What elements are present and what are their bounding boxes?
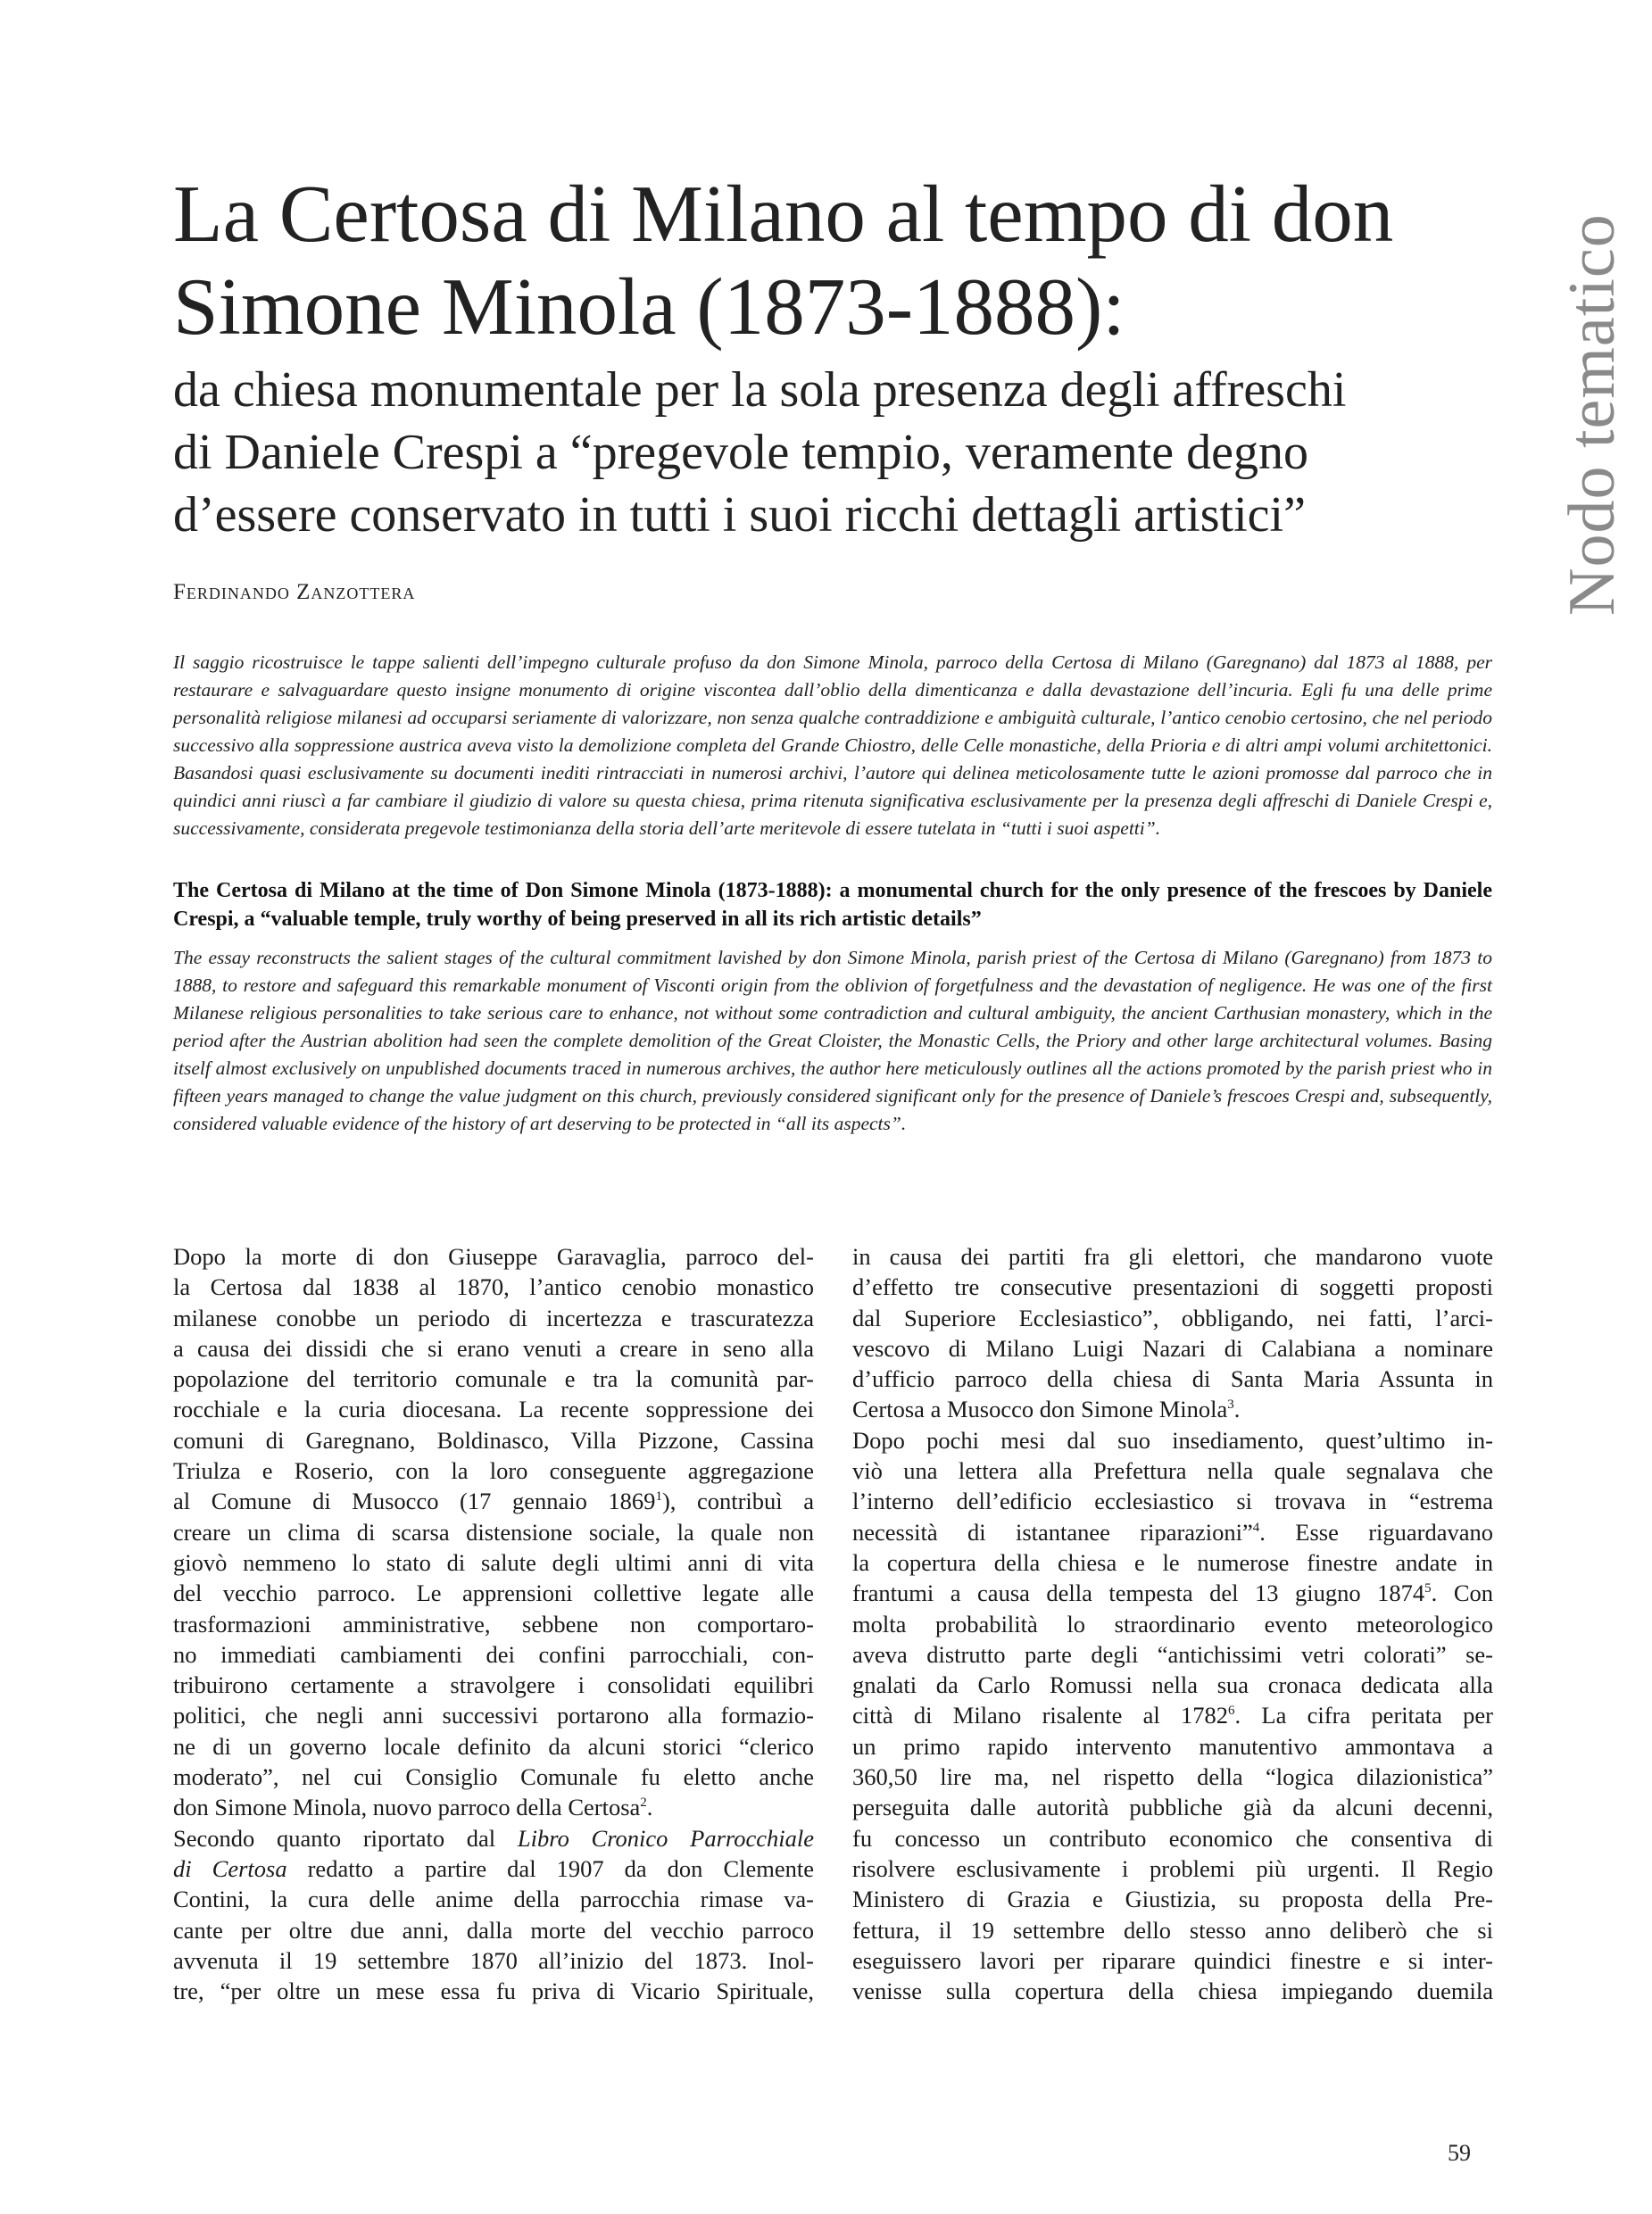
body-line: comuni di Garegnano, Boldinasco, Villa Pizzone, Cassina [173, 1426, 814, 1454]
footnote-ref: 4 [1252, 1520, 1260, 1535]
body-line: Dopo pochi mesi dal suo insediamento, quest’ultimo in- [852, 1426, 1493, 1454]
body-line: popolazione del territorio comunale e tra la comunità par- [173, 1365, 814, 1393]
body-line: risolvere esclusivamente i problemi più urgenti. Il Regio [852, 1854, 1493, 1882]
body-line: don Simone Minola, nuovo parroco della Certosa$^2$. [173, 1794, 653, 1821]
book-title: Libro Cronico Parrocchiale [517, 1824, 814, 1852]
body-line: d’effetto tre consecutive presentazioni di soggetti proposti [852, 1273, 1493, 1301]
body-line: ne di un governo locale definito da alcuni storici “clerico [173, 1732, 814, 1760]
subtitle-line-3: d’essere conservato in tutti i suoi ricchi dettagli artistici” [173, 487, 1306, 543]
title-line-1: La Certosa di Milano al tempo di don [173, 169, 1394, 259]
body-line: Contini, la cura delle anime della parrocchia rimase va- [173, 1886, 814, 1913]
body-line: tre, “per oltre un mese essa fu priva di Vicario Spirituale, [173, 1978, 814, 2005]
body-line: al Comune di Musocco (17 gennaio 1869$^1$), contribuì a [173, 1488, 814, 1515]
body-line: a causa dei dissidi che si erano venuti a creare in seno alla [173, 1334, 814, 1362]
body-line: politici, che negli anni successivi portarono alla formazio- [173, 1702, 814, 1729]
body-line: perseguita dalle autorità pubbliche già da alcuni decenni, [852, 1794, 1493, 1821]
body-line: moderato”, nel cui Consiglio Comunale fu eletto anche [173, 1763, 814, 1791]
article-title [173, 168, 1512, 353]
article-subtitle [173, 359, 1512, 546]
body-line: la Certosa dal 1838 al 1870, l’antico cenobio monastico [173, 1273, 814, 1301]
body-line: l’interno dell’edificio ecclesiastico si trovava in “estrema [852, 1488, 1493, 1515]
footnote-ref: 1 [655, 1489, 662, 1505]
footnote-ref: 2 [640, 1795, 647, 1811]
body-line: del vecchio parroco. Le apprensioni collettive legate alle [173, 1580, 814, 1607]
abstract-italian: Il saggio ricostruisce le tappe salienti dell’impegno culturale profuso da don Simone Minola, parroco della Certosa di Milano (Garegnano) dal 1873 al 1888, per restaurare e salvaguardare questo insigne monumento di origine viscontea dall’oblio della dimenticanza e dalla devastazione dell’incuria. Egli fu una delle prime personalità religiose milanesi ad occuparsi seriamente di valorizzare, non senza qualche contraddizione e ambiguità culturale, l’antico cenobio certosino, che nel periodo successivo alla soppressione austrica aveva visto la demolizione completa del Grande Chiostro, delle Celle monastiche, della Prioria e di altri ampi volumi architettonici. Basandosi quasi esclusivamente su documenti inediti rintracciati in numerosi archivi, l’autore qui delinea meticolosamente tutte le azioni promosse dal parroco che in quindici anni riuscì a far cambiare il giudizio di valore su questa chiesa, prima ritenuta significativa esclusivamente per la presenza degli affreschi di Daniele Crespi e, successivamente, considerata pregevole testimonianza della storia dell’arte meritevole di essere tutelata in “tutti i suoi aspetti”. [173, 651, 1492, 839]
body-line: dal Superiore Ecclesiastico”, obbligando, nei fatti, l’arci- [852, 1304, 1493, 1331]
body-line: milanese conobbe un periodo di incertezza e trascuratezza [173, 1304, 814, 1331]
body-line: avvenuta il 19 settembre 1870 all’inizio del 1873. Inol- [173, 1946, 814, 1974]
body-line: gnalati da Carlo Romussi nella sua cronaca dedicata alla [852, 1671, 1493, 1699]
body-line: Dopo la morte di don Giuseppe Garavaglia, parroco del- [173, 1243, 814, 1270]
body-line: necessità di istantanee riparazioni”$^4$. Esse riguardavano [852, 1518, 1493, 1546]
title-line-2: Simone Minola (1873-1888): [173, 261, 1125, 352]
body-line: tribuirono certamente a stravolgere i consolidati equilibri [173, 1671, 814, 1699]
section-label: Nodo tematico [1556, 213, 1629, 617]
footnote-ref: 5 [1424, 1581, 1432, 1596]
body-line: d’ufficio parroco della chiesa di Santa Maria Assunta in [852, 1365, 1493, 1393]
body-column-left [173, 1241, 814, 2006]
body-line: eseguissero lavori per riparare quindici finestre e si inter- [852, 1946, 1493, 1974]
body-line: trasformazioni amministrative, sebbene non comportaro- [173, 1610, 814, 1638]
body-line: cante per oltre due anni, dalla morte del vecchio parroco [173, 1916, 814, 1944]
body-line: fu concesso un contributo economico che consentiva di [852, 1824, 1493, 1852]
footnote-ref: 3 [1227, 1397, 1234, 1413]
body-line: molta probabilità lo straordinario evento meteorologico [852, 1610, 1493, 1638]
body-line: la copertura della chiesa e le numerose finestre andate in [852, 1548, 1493, 1576]
body-line: viò una lettera alla Prefettura nella quale segnalava che [852, 1457, 1493, 1485]
body-line: Triulza e Roserio, con la loro conseguente aggregazione [173, 1457, 814, 1485]
body-line: aveva distrutto parte degli “antichissimi vetri colorati” se- [852, 1640, 1493, 1668]
body-column-right [852, 1241, 1493, 2006]
body-line: creare un clima di scarsa distensione sociale, la quale non [173, 1518, 814, 1546]
body-line: venisse sulla copertura della chiesa impiegando duemila [852, 1978, 1493, 2005]
body-line: di Certosa redatto a partire dal 1907 da don Clemente [173, 1854, 814, 1882]
body-line: Ministero di Grazia e Giustizia, su proposta della Pre- [852, 1886, 1493, 1913]
body-line: vescovo di Milano Luigi Nazari di Calabiana a nominare [852, 1334, 1493, 1362]
body-line: in causa dei partiti fra gli elettori, che mandarono vuote [852, 1243, 1493, 1270]
author-name: Ferdinando Zanzottera [173, 580, 416, 604]
body-line: città di Milano risalente al 1782$^6$. La cifra peritata per [852, 1702, 1493, 1729]
body-line: giovò nemmeno lo stato di salute degli ultimi anni di vita [173, 1548, 814, 1576]
body-line: 360,50 lire ma, nel rispetto della “logica dilazionistica” [852, 1763, 1493, 1791]
body-line: no immediati cambiamenti dei confini parrocchiali, con- [173, 1640, 814, 1668]
abstract-english: The essay reconstructs the salient stages of the cultural commitment lavished by don Simone Minola, parish priest of the Certosa di Milano (Garegnano) from 1873 to 1888, to restore and safeguard this remarkable monument of Visconti origin from the oblivion of forgetfulness and the devastation of negligence. He was one of the first Milanese religious personalities to take serious care to enhance, not without some contradiction and cultural ambiguity, the ancient Carthusian monastery, which in the period after the Austrian abolition had seen the complete demolition of the Great Cloister, the Monastic Cells, the Priory and other large architectural volumes. Basing itself almost exclusively on unpublished documents traced in numerous archives, the author here meticulously outlines all the actions promoted by the parish priest who in fifteen years managed to change the value judgment on this church, previously considered significant only for the presence of Daniele’s frescoes Crespi and, subsequently, considered valuable evidence of the history of art deserving to be protected in “all its aspects”. [173, 947, 1492, 1134]
english-title: The Certosa di Milano at the time of Don Simone Minola (1873-1888): a monumental church for the only presence of the frescoes by Daniele Crespi, a “valuable temple, truly worthy of being preserved in all its rich artistic details” [173, 879, 1492, 931]
body-line: fettura, il 19 settembre dello stesso anno deliberò che si [852, 1916, 1493, 1944]
page-number: 59 [1448, 2140, 1471, 2166]
subtitle-line-1: da chiesa monumentale per la sola presenza degli affreschi [173, 362, 1347, 418]
body-line: frantumi a causa della tempesta del 13 giugno 1874$^5$. Con [852, 1580, 1493, 1607]
body-line: Certosa a Musocco don Simone Minola$^3$. [852, 1396, 1241, 1423]
subtitle-line-2: di Daniele Crespi a “pregevole tempio, veramente degno [173, 425, 1308, 480]
body-line: Secondo quanto riportato dal Libro Cronico Parrocchiale [173, 1824, 814, 1852]
body-line: un primo rapido intervento manutentivo ammontava a [852, 1732, 1493, 1760]
footnote-ref: 6 [1228, 1704, 1235, 1719]
body-line: rocchiale e la curia diocesana. La recente soppressione dei [173, 1396, 814, 1423]
